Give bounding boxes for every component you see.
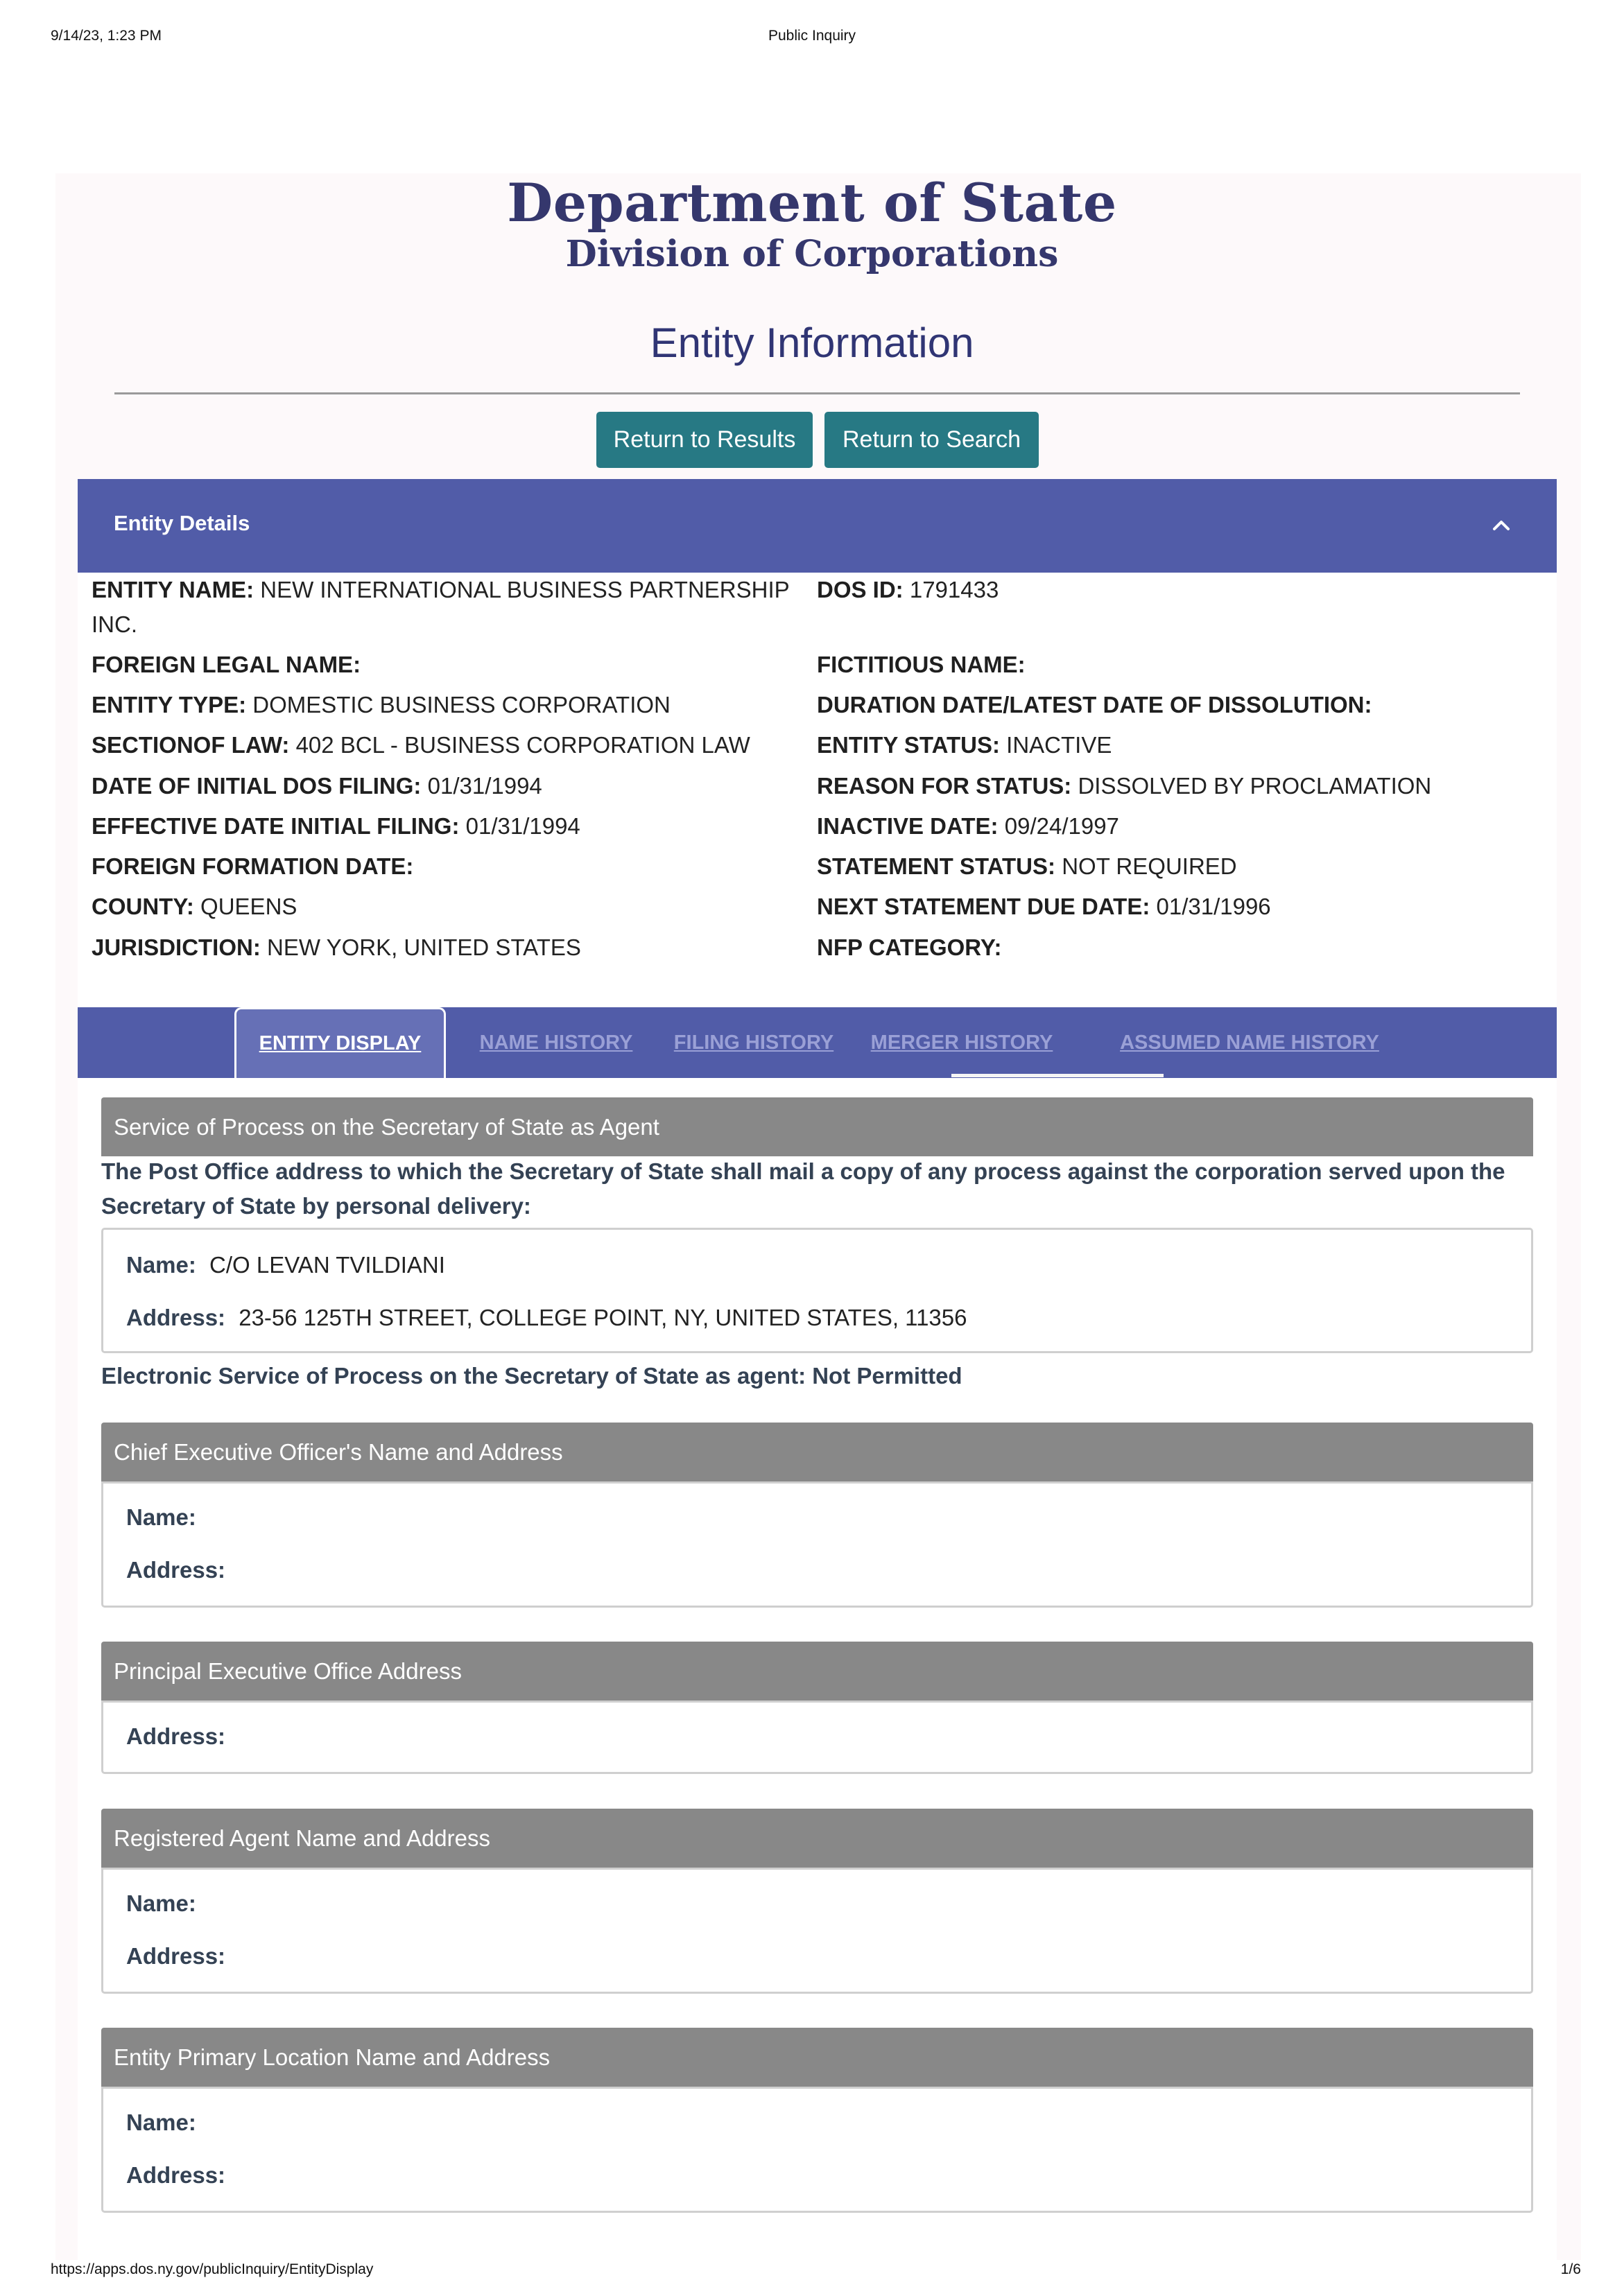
service-of-process-intro: The Post Office address to which the Secretary of State shall mail a copy of any process against the corporation served upon the Secretary of State by personal delivery: <box>101 1158 1505 1219</box>
section-header-ceo: Chief Executive Officer's Name and Address <box>101 1423 1533 1481</box>
page-title: Entity Information <box>650 320 974 366</box>
tab-assumed-name-history[interactable]: ASSUMED NAME HISTORY <box>1120 1031 1379 1054</box>
detail-duration-date: DURATION DATE/LATEST DATE OF DISSOLUTION: <box>817 692 1372 718</box>
detail-effective-date: EFFECTIVE DATE INITIAL FILING: 01/31/1994 <box>92 813 580 839</box>
primary-location-address-field: Address: <box>126 2162 226 2188</box>
service-of-process-box <box>101 1228 1533 1353</box>
detail-inactive-date: INACTIVE DATE: 09/24/1997 <box>817 813 1119 839</box>
detail-entity-type: ENTITY TYPE: DOMESTIC BUSINESS CORPORATION <box>92 692 671 718</box>
tab-name-history[interactable]: NAME HISTORY <box>479 1031 633 1054</box>
entity-display-content <box>78 1078 1557 2260</box>
sop-address-field: Address: 23-56 125TH STREET, COLLEGE POINT, NY, UNITED STATES, 11356 <box>126 1305 967 1330</box>
registered-agent-name-field: Name: <box>126 1890 196 1916</box>
detail-next-statement-due: NEXT STATEMENT DUE DATE: 01/31/1996 <box>817 894 1271 919</box>
detail-statement-status: STATEMENT STATUS: NOT REQUIRED <box>817 853 1237 879</box>
detail-dos-id: DOS ID: 1791433 <box>817 577 999 602</box>
return-to-search-button[interactable]: Return to Search <box>824 412 1039 468</box>
section-header-principal-office: Principal Executive Office Address <box>101 1642 1533 1701</box>
entity-details-body <box>78 573 1557 1007</box>
detail-county: COUNTY: QUEENS <box>92 894 297 919</box>
detail-fictitious-name: FICTITIOUS NAME: <box>817 652 1026 677</box>
detail-foreign-formation-date: FOREIGN FORMATION DATE: <box>92 853 414 879</box>
registered-agent-box <box>101 1868 1533 1994</box>
ceo-name-field: Name: <box>126 1504 196 1530</box>
tab-filing-history[interactable]: FILING HISTORY <box>673 1031 834 1054</box>
tab-hover-indicator <box>951 1074 1164 1077</box>
section-header-primary-location: Entity Primary Location Name and Address <box>101 2028 1533 2087</box>
print-url: https://apps.dos.ny.gov/publicInquiry/EntityDisplay <box>51 2261 374 2277</box>
print-title: Public Inquiry <box>768 28 856 44</box>
print-header <box>0 28 1624 49</box>
principal-office-address-field: Address: <box>126 1723 226 1749</box>
history-tabs <box>78 1007 1557 1078</box>
detail-initial-dos-filing: DATE OF INITIAL DOS FILING: 01/31/1994 <box>92 773 542 799</box>
ceo-box <box>101 1481 1533 1608</box>
chevron-up-icon[interactable] <box>1489 514 1513 537</box>
principal-office-box <box>101 1701 1533 1774</box>
primary-location-box <box>101 2087 1533 2213</box>
tab-merger-history[interactable]: MERGER HISTORY <box>870 1031 1053 1054</box>
title-divider <box>114 392 1520 394</box>
print-datetime: 9/14/23, 1:23 PM <box>51 28 162 44</box>
detail-reason-for-status: REASON FOR STATUS: DISSOLVED BY PROCLAMATION <box>817 773 1432 799</box>
section-header-registered-agent: Registered Agent Name and Address <box>101 1809 1533 1868</box>
electronic-service-note: Electronic Service of Process on the Secretary of State as agent: Not Permitted <box>101 1363 962 1389</box>
division-title: Division of Corporations <box>565 233 1059 275</box>
detail-nfp-category: NFP CATEGORY: <box>817 934 1002 960</box>
detail-section-of-law: SECTIONOF LAW: 402 BCL - BUSINESS CORPORATION LAW <box>92 732 750 758</box>
print-footer <box>0 2261 1624 2282</box>
entity-details-title: Entity Details <box>114 511 250 535</box>
detail-jurisdiction: JURISDICTION: NEW YORK, UNITED STATES <box>92 934 581 960</box>
registered-agent-address-field: Address: <box>126 1943 226 1969</box>
tab-entity-display[interactable]: ENTITY DISPLAY <box>234 1007 446 1078</box>
return-to-results-button[interactable]: Return to Results <box>596 412 813 468</box>
entity-details-header[interactable] <box>78 479 1557 573</box>
detail-entity-name: ENTITY NAME: NEW INTERNATIONAL BUSINESS PARTNERSHIP INC. <box>92 577 790 637</box>
department-title: Department of State <box>507 172 1117 234</box>
detail-foreign-legal-name: FOREIGN LEGAL NAME: <box>92 652 361 677</box>
detail-entity-status: ENTITY STATUS: INACTIVE <box>817 732 1112 758</box>
primary-location-name-field: Name: <box>126 2110 196 2135</box>
section-header-service-of-process: Service of Process on the Secretary of State as Agent <box>101 1097 1533 1156</box>
sop-name-field: Name: C/O LEVAN TVILDIANI <box>126 1252 445 1278</box>
ceo-address-field: Address: <box>126 1557 226 1583</box>
print-page-number: 1/6 <box>1560 2261 1581 2277</box>
